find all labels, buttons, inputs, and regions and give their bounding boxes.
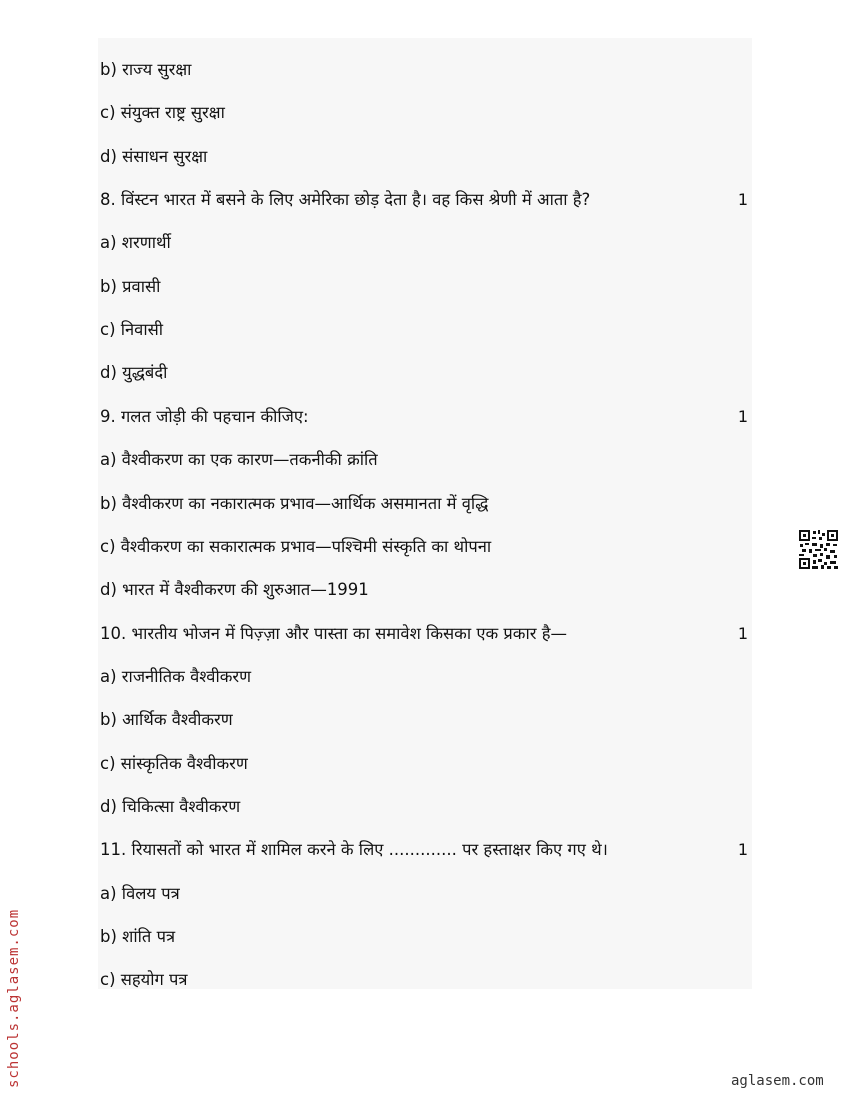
bottom-watermark: aglasem.com xyxy=(731,1073,824,1089)
option-line xyxy=(100,57,748,83)
question-text: 8. विंस्टन भारत में बसने के लिए अमेरिका छोड़ देता है। वह किस श्रेणी में आता है? xyxy=(100,190,591,210)
question-marks: 1 xyxy=(737,840,748,860)
question-text: 9. गलत जोड़ी की पहचान कीजिए: xyxy=(100,406,309,426)
option-line xyxy=(100,794,748,820)
question-marks: 1 xyxy=(737,406,748,426)
option-text: c) संयुक्त राष्ट्र सुरक्षा xyxy=(100,103,225,123)
option-text: c) सहयोग पत्र xyxy=(100,970,188,990)
option-line xyxy=(100,751,748,777)
option-line xyxy=(100,967,748,993)
option-text: d) भारत में वैश्वीकरण की शुरुआत—1991 xyxy=(100,580,369,600)
option-text: b) प्रवासी xyxy=(100,276,161,296)
option-line xyxy=(100,317,748,343)
question-line xyxy=(100,621,748,647)
option-line xyxy=(100,447,748,473)
option-line xyxy=(100,100,748,126)
question-marks: 1 xyxy=(737,623,748,643)
option-text: d) युद्धबंदी xyxy=(100,363,168,383)
option-text: c) निवासी xyxy=(100,320,164,340)
option-line xyxy=(100,534,748,560)
qr-code-icon xyxy=(798,529,839,570)
option-text: a) विलय पत्र xyxy=(100,883,180,903)
option-line xyxy=(100,144,748,170)
option-text: c) सांस्कृतिक वैश्वीकरण xyxy=(100,753,248,773)
option-line xyxy=(100,881,748,907)
option-text: a) राजनीतिक वैश्वीकरण xyxy=(100,666,252,686)
option-text: a) वैश्वीकरण का एक कारण—तकनीकी क्रांति xyxy=(100,450,378,470)
option-line xyxy=(100,360,748,386)
option-line xyxy=(100,491,748,517)
option-line xyxy=(100,924,748,950)
option-line xyxy=(100,274,748,300)
option-text: b) शांति पत्र xyxy=(100,927,176,946)
option-line xyxy=(100,664,748,690)
option-text: d) चिकित्सा वैश्वीकरण xyxy=(100,796,241,816)
option-text: a) शरणार्थी xyxy=(100,233,171,253)
option-text: d) संसाधन सुरक्षा xyxy=(100,146,208,166)
option-text: b) राज्य सुरक्षा xyxy=(100,60,192,79)
question-line xyxy=(100,404,748,430)
question-line xyxy=(100,187,748,213)
question-line xyxy=(100,837,748,863)
option-line xyxy=(100,230,748,256)
option-text: b) आर्थिक वैश्वीकरण xyxy=(100,710,233,730)
question-marks: 1 xyxy=(737,190,748,210)
side-watermark: schools.aglasem.com xyxy=(6,908,22,1088)
question-text: 10. भारतीय भोजन में पिज़्ज़ा और पास्ता का समावेश किसका एक प्रकार है— xyxy=(100,623,567,643)
option-line xyxy=(100,707,748,733)
option-text: b) वैश्वीकरण का नकारात्मक प्रभाव—आर्थिक असमानता में वृद्धि xyxy=(100,493,489,513)
question-text: 11. रियासतों को भारत में शामिल करने के लिए ............. पर हस्ताक्षर किए गए थे। xyxy=(100,840,608,860)
option-line xyxy=(100,577,748,603)
option-text: c) वैश्वीकरण का सकारात्मक प्रभाव—पश्चिमी संस्कृति का थोपना xyxy=(100,536,492,556)
